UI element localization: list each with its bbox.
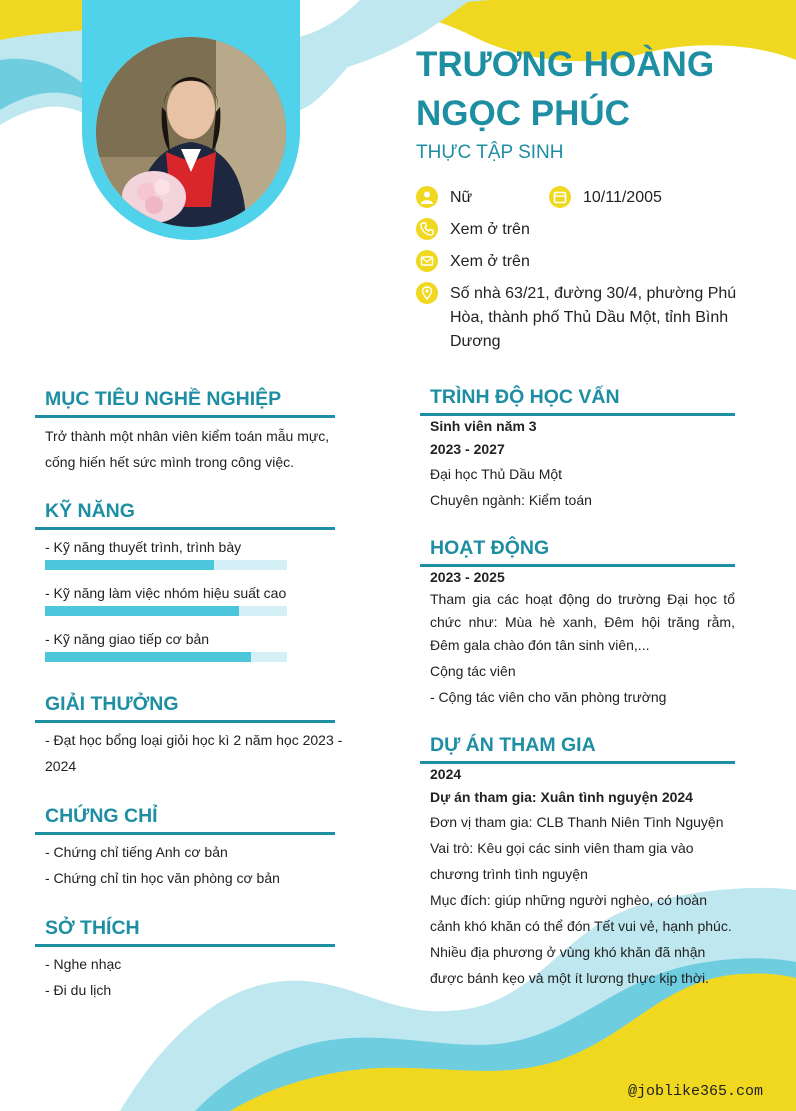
certificate-item: - Chứng chỉ tiếng Anh cơ bản xyxy=(45,844,228,860)
education-level: Sinh viên năm 3 xyxy=(430,418,537,434)
project-role: Vai trò: Kêu gọi các sinh viên tham gia vào chương trình tình nguyện xyxy=(430,840,694,882)
activities-description: Tham gia các hoạt động do trường Đại học tổ chức như: Mùa hè xanh, Đêm hội trăng rằm, Đêm gala chào đón tân sinh viên,... xyxy=(430,591,735,653)
skill-bar xyxy=(45,560,287,570)
hobbies-title: SỞ THÍCH xyxy=(35,915,335,947)
profile-photo xyxy=(96,37,286,227)
activities-period: 2023 - 2025 xyxy=(430,569,505,585)
skills-title: KỸ NĂNG xyxy=(35,498,335,530)
user-icon xyxy=(416,186,438,208)
birthday-value: 10/11/2005 xyxy=(583,189,662,206)
activities-title: HOẠT ĐỘNG xyxy=(420,535,735,567)
skill-bar-fill xyxy=(45,560,214,570)
skill-bar-fill xyxy=(45,652,251,662)
awards-text: - Đạt học bổng loại giỏi học kì 2 năm học 2023 - 2024 xyxy=(45,732,343,774)
project-name: Dự án tham gia: Xuân tình nguyện 2024 xyxy=(430,789,693,805)
phone-value: Xem ở trên xyxy=(450,221,530,238)
phone-icon xyxy=(416,218,438,240)
project-purpose: Mục đích: giúp những người nghèo, có hoàn cảnh khó khăn có thể đón Tết vui vẻ, hạnh phúc. Nhiều địa phương ở vùng khó khăn đã nhận được bánh kẹo và một ít lương thực kịp thời. xyxy=(430,892,732,986)
project-year: 2024 xyxy=(430,766,462,782)
projects-title: DỰ ÁN THAM GIA xyxy=(420,732,735,764)
education-school: Đại học Thủ Dầu Một xyxy=(430,466,563,482)
certificate-item: - Chứng chỉ tin học văn phòng cơ bản xyxy=(45,870,280,886)
hobby-item: - Đi du lịch xyxy=(45,982,112,998)
address-value: Số nhà 63/21, đường 30/4, phường Phú Hòa, thành phố Thủ Dầu Một, tỉnh Bình Dương xyxy=(450,285,737,350)
project-unit: Đơn vị tham gia: CLB Thanh Niên Tình Nguyện xyxy=(430,814,724,830)
skill-bar xyxy=(45,606,287,616)
awards-title: GIẢI THƯỞNG xyxy=(35,691,335,723)
skill-label: - Kỹ năng giao tiếp cơ bản xyxy=(45,631,210,647)
job-title: THỰC TẬP SINH xyxy=(416,142,564,163)
education-major: Chuyên ngành: Kiểm toán xyxy=(430,492,592,508)
email-value: Xem ở trên xyxy=(450,253,530,270)
location-icon xyxy=(416,282,438,304)
certificates-title: CHỨNG CHỈ xyxy=(35,803,335,835)
calendar-icon xyxy=(549,186,571,208)
hobby-item: - Nghe nhạc xyxy=(45,956,122,972)
skill-bar xyxy=(45,652,287,662)
education-period: 2023 - 2027 xyxy=(430,441,505,457)
gender-value: Nữ xyxy=(450,189,473,206)
objective-text: Trở thành một nhân viên kiểm toán mẫu mực, cống hiến hết sức mình trong công việc. xyxy=(45,428,330,470)
activities-role: Cộng tác viên xyxy=(430,663,516,679)
skill-label: - Kỹ năng thuyết trình, trình bày xyxy=(45,539,242,555)
activities-detail: - Cộng tác viên cho văn phòng trường xyxy=(430,689,667,705)
watermark: @joblike365.com xyxy=(627,1083,763,1100)
email-icon xyxy=(416,250,438,272)
candidate-name: TRƯƠNG HOÀNG NGỌC PHÚC xyxy=(416,45,715,133)
objective-title: MỤC TIÊU NGHỀ NGHIỆP xyxy=(35,386,335,418)
education-title: TRÌNH ĐỘ HỌC VẤN xyxy=(420,384,735,416)
skill-bar-fill xyxy=(45,606,239,616)
skill-label: - Kỹ năng làm việc nhóm hiệu suất cao xyxy=(45,585,287,601)
